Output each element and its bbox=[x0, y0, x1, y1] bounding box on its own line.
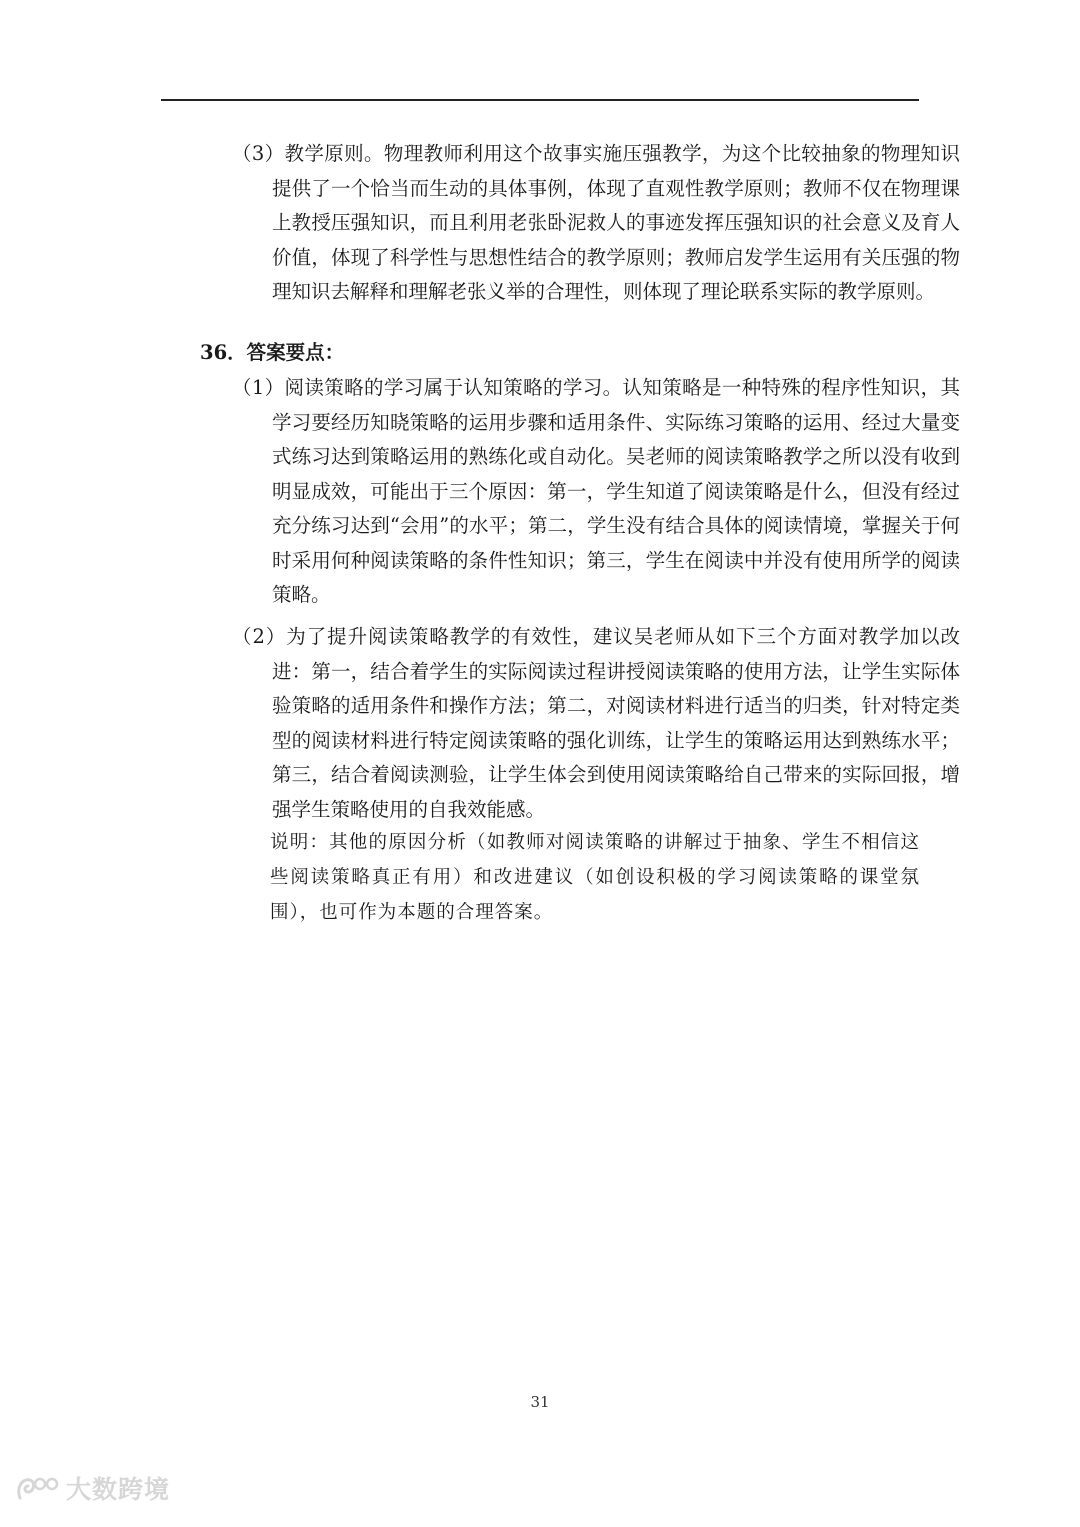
answer-item-3 bbox=[232, 137, 960, 310]
watermark bbox=[14, 1470, 170, 1506]
watermark-logo-icon bbox=[14, 1470, 60, 1506]
item-text: 教学原则。物理教师利用这个故事实施压强教学，为这个比较抽象的物理知识提供了一个恰当而生动的具体事例，体现了直观性教学原则；教师不仅在物理课上教授压强知识，而且利用老张卧泥救人的事迹发挥压强知识的社会意义及育人价值，体现了科学性与思想性结合的教学原则；教师启发学生运用有关压强的物理知识去解释和理解老张义举的合理性，则体现了理论联系实际的教学原则。 bbox=[272, 142, 960, 303]
answer-note: 说明：其他的原因分析（如教师对阅读策略的讲解过于抽象、学生不相信这些阅读策略真正有用）和改进建议（如创设积极的学习阅读策略的课堂氛围），也可作为本题的合理答案。 bbox=[270, 832, 920, 923]
item-number: （2） bbox=[232, 625, 287, 648]
question-36-heading: 36．答案要点： bbox=[200, 341, 345, 364]
item-text: 阅读策略的学习属于认知策略的学习。认知策略是一种特殊的程序性知识，其学习要经历知晓策略的运用步骤和适用条件、实际练习策略的运用、经过大量变式练习达到策略运用的熟练化或自动化。吴老师的阅读策略教学之所以没有收到明显成效，可能出于三个原因：第一，学生知道了阅读策略是什么，但没有经过充分练习达到“会用”的水平；第二，学生没有结合具体的阅读情境，掌握关于何时采用何种阅读策略的条件性知识；第三，学生在阅读中并没有使用所学的阅读策略。 bbox=[272, 376, 960, 606]
item-number: （3） bbox=[232, 142, 285, 165]
page-number: 31 bbox=[530, 1393, 550, 1411]
answer-item-2 bbox=[232, 620, 960, 827]
watermark-text: 大数跨境 bbox=[66, 1475, 171, 1504]
item-number: （1） bbox=[232, 376, 285, 399]
header-rule bbox=[161, 99, 919, 101]
item-text: 为了提升阅读策略教学的有效性，建议吴老师从如下三个方面对教学加以改进：第一，结合着学生的实际阅读过程讲授阅读策略的使用方法，让学生实际体验策略的适用条件和操作方法；第二，对阅读材料进行适当的归类，针对特定类型的阅读材料进行特定阅读策略的强化训练，让学生的策略运用达到熟练水平；第三，结合着阅读测验，让学生体会到使用阅读策略给自己带来的实际回报，增强学生策略使用的自我效能感。 bbox=[272, 625, 960, 821]
answer-item-1 bbox=[232, 371, 960, 613]
